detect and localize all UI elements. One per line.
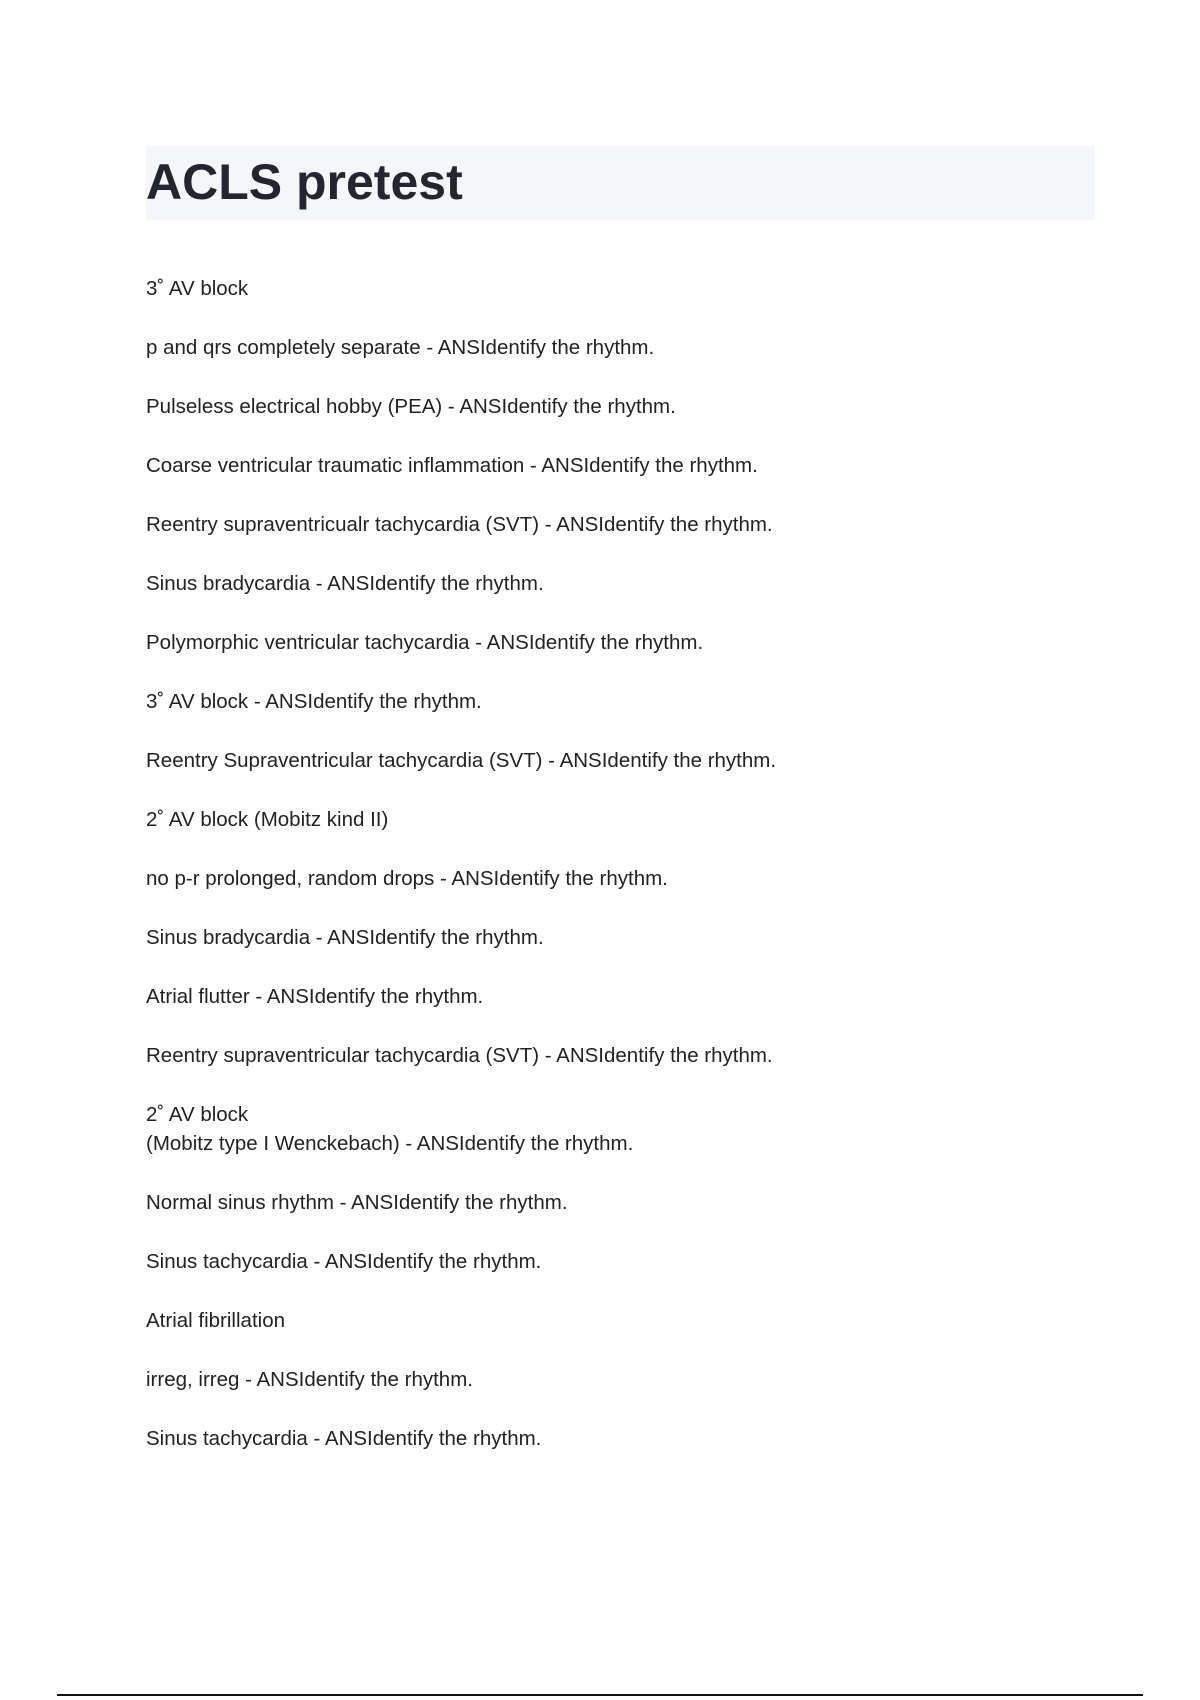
- list-item: Sinus tachycardia - ANSIdentify the rhythm.: [146, 1427, 542, 1450]
- list-item: Pulseless electrical hobby (PEA) - ANSIdentify the rhythm.: [146, 395, 676, 418]
- list-item: Normal sinus rhythm - ANSIdentify the rhythm.: [146, 1191, 568, 1214]
- list-item: Sinus tachycardia - ANSIdentify the rhythm.: [146, 1250, 542, 1273]
- list-item: Sinus bradycardia - ANSIdentify the rhythm.: [146, 926, 544, 949]
- list-item: Atrial flutter - ANSIdentify the rhythm.: [146, 985, 484, 1008]
- list-item: 3˚ AV block: [146, 277, 249, 300]
- list-item: irreg, irreg - ANSIdentify the rhythm.: [146, 1368, 473, 1391]
- list-item: 2˚ AV block (Mobitz type I Wenckebach) - ANSIdentify the rhythm.: [146, 1103, 634, 1155]
- list-item: 3˚ AV block - ANSIdentify the rhythm.: [146, 690, 482, 713]
- list-item: 2˚ AV block (Mobitz kind II): [146, 808, 389, 831]
- entry-list: [146, 274, 1096, 1483]
- list-item: no p-r prolonged, random drops - ANSIdentify the rhythm.: [146, 867, 668, 890]
- title-banner: [146, 146, 1095, 220]
- list-item: Polymorphic ventricular tachycardia - ANSIdentify the rhythm.: [146, 631, 704, 654]
- list-item: Reentry Supraventricular tachycardia (SVT) - ANSIdentify the rhythm.: [146, 749, 777, 772]
- list-item: Atrial fibrillation: [146, 1309, 285, 1332]
- list-item: Sinus bradycardia - ANSIdentify the rhythm.: [146, 572, 544, 595]
- list-item: Reentry supraventricular tachycardia (SVT) - ANSIdentify the rhythm.: [146, 1044, 773, 1067]
- page-title: ACLS pretest: [146, 154, 463, 210]
- footer-divider: [57, 1694, 1143, 1696]
- list-item: p and qrs completely separate - ANSIdentify the rhythm.: [146, 336, 655, 359]
- list-item: Coarse ventricular traumatic inflammation - ANSIdentify the rhythm.: [146, 454, 758, 477]
- list-item: Reentry supraventricualr tachycardia (SVT) - ANSIdentify the rhythm.: [146, 513, 773, 536]
